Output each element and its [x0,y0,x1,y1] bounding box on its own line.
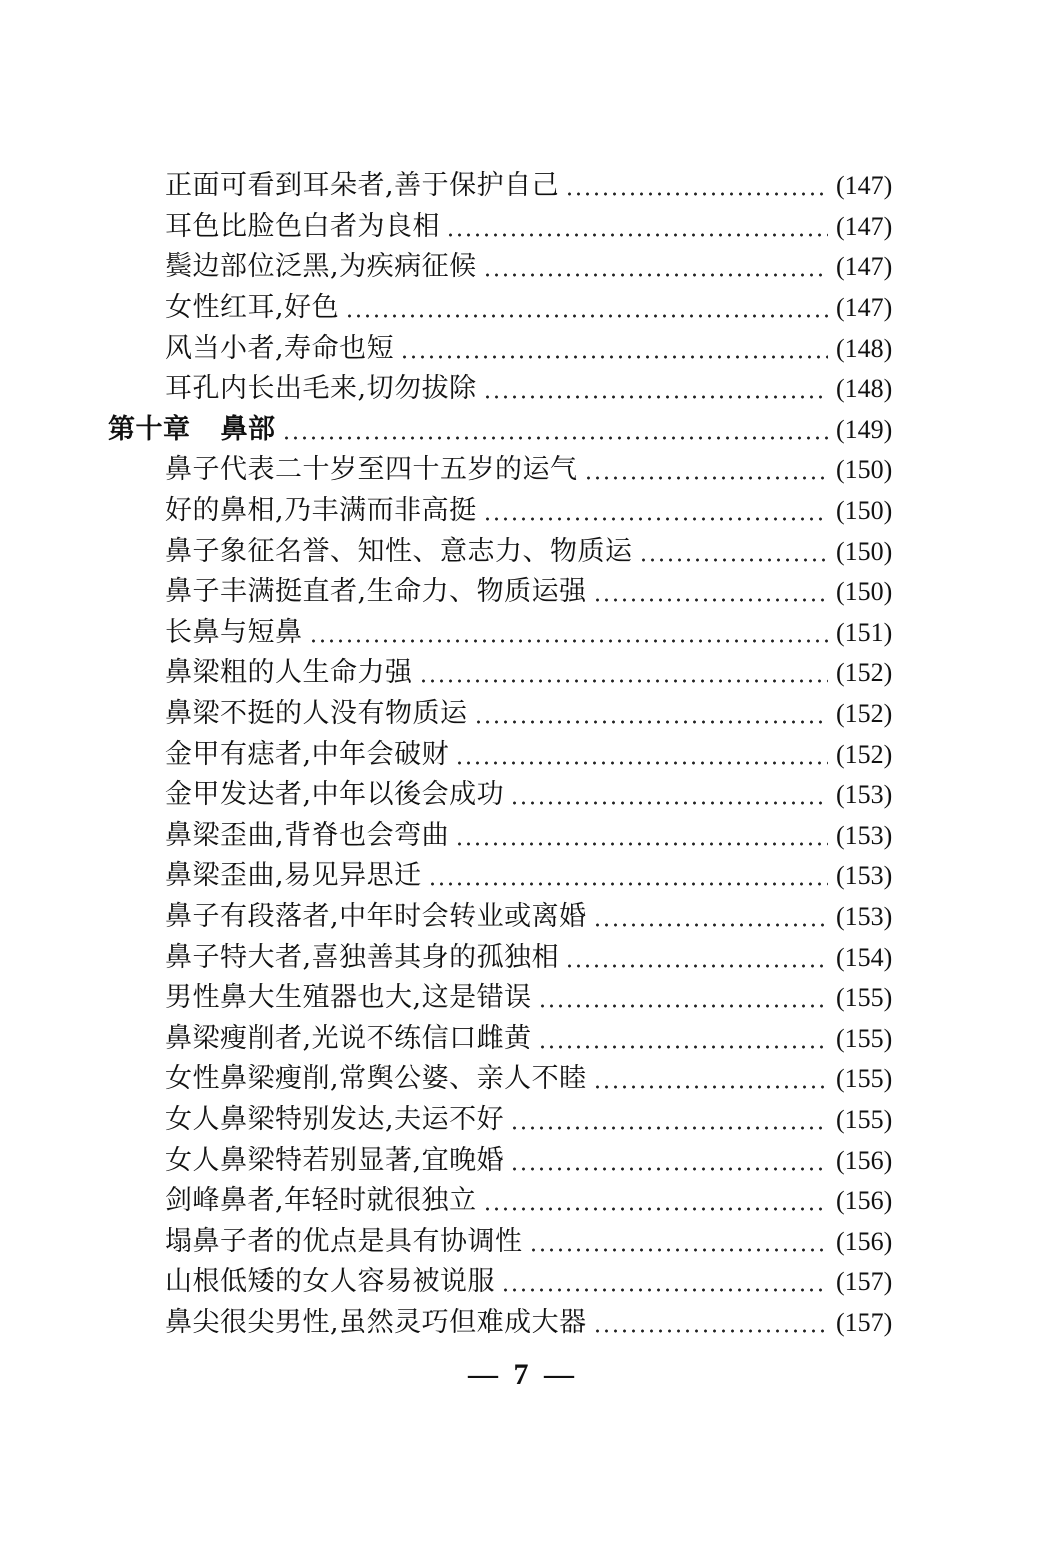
toc-entry-title: 耳孔内长出毛来,切勿拔除 [165,373,477,405]
dot-leader [400,329,828,369]
toc-entry-page: (147) [836,171,893,201]
toc-entry [0,166,1046,207]
toc-entry-page: (153) [836,820,893,850]
toc-entry-title: 鼻梁歪曲,易见异思迁 [165,860,422,892]
dot-leader [419,653,829,693]
toc-entry-title: 鼻子特大者,喜独善其身的孤独相 [165,941,560,973]
toc-entry-title: 鼻梁粗的人生命力强 [165,657,413,689]
toc-entry-page: (156) [836,1145,893,1175]
toc-entry-page: (150) [836,536,893,566]
toc-entry-page: (147) [836,211,893,241]
toc-entry-title: 男性鼻大生殖器也大,这是错误 [165,982,532,1014]
toc-entry-page: (152) [836,699,893,729]
toc-entry-page: (152) [836,739,893,769]
toc-chapter-heading [0,410,1046,451]
toc-entry-page: (154) [836,942,893,972]
toc-entry [0,897,1046,938]
toc-entry-title: 耳色比脸色白者为良相 [165,210,440,242]
dot-leader [565,166,828,206]
toc-entry-title: 鼻尖很尖男性,虽然灵巧但难成大器 [165,1306,587,1338]
toc-entry [0,1140,1046,1181]
toc-entry-title: 鬓边部位泛黑,为疾病征候 [165,251,477,283]
chapter-name: 鼻部 [220,413,276,445]
toc-entry [0,572,1046,613]
toc-entry [0,328,1046,369]
chapter-page: (149) [836,414,893,444]
toc-entry-title: 女性红耳,好色 [165,292,340,324]
dot-leader [538,1019,828,1059]
toc-entry [0,1262,1046,1303]
toc-entry-page: (152) [836,658,893,688]
dot-leader [483,247,828,287]
toc-entry [0,207,1046,248]
toc-entry-title: 风当小者,寿命也短 [165,332,395,364]
toc-entry-page: (156) [836,1226,893,1256]
toc-entry-title: 鼻梁不挺的人没有物质运 [165,698,468,730]
dot-leader [593,572,828,612]
toc-entry [0,734,1046,775]
toc-entry [0,1303,1046,1344]
toc-entry [0,450,1046,491]
toc-entry-page: (150) [836,496,893,526]
toc-entry-page: (156) [836,1186,893,1216]
toc-entry [0,288,1046,329]
dot-leader [510,1141,828,1181]
toc-entry [0,1059,1046,1100]
toc-entry-title: 好的鼻相,乃丰满而非高挺 [165,495,477,527]
table-of-contents [0,166,1046,1343]
toc-entry-page: (153) [836,901,893,931]
dot-leader [446,207,828,247]
toc-entry-title: 鼻子代表二十岁至四十五岁的运气 [165,454,578,486]
chapter-number: 第十章 [108,413,191,445]
toc-entry-title: 鼻子象征名誉、知性、意志力、物质运 [165,535,633,567]
toc-entry-page: (153) [836,861,893,891]
toc-entry-page: (147) [836,293,893,323]
toc-entry [0,1221,1046,1262]
toc-entry-title: 鼻梁瘦削者,光说不练信口雌黄 [165,1022,532,1054]
toc-entry-title: 女性鼻梁瘦削,常舆公婆、亲人不睦 [165,1063,587,1095]
toc-entry-page: (157) [836,1267,893,1297]
toc-entry [0,247,1046,288]
toc-entry [0,937,1046,978]
dot-leader [309,613,829,653]
toc-entry-page: (150) [836,577,893,607]
dot-leader [345,288,828,328]
toc-entry [0,653,1046,694]
toc-entry [0,816,1046,857]
toc-entry-page: (155) [836,1104,893,1134]
toc-entry [0,978,1046,1019]
dot-leader [584,450,829,490]
dot-leader [483,369,828,409]
toc-entry-title: 长鼻与短鼻 [165,616,303,648]
toc-entry [0,1100,1046,1141]
dot-leader [593,1059,828,1099]
toc-entry [0,369,1046,410]
toc-entry [0,531,1046,572]
toc-entry-title: 剑峰鼻者,年轻时就很独立 [165,1185,477,1217]
toc-entry-page: (148) [836,333,893,363]
page-number-footer: — 7 — [468,1358,578,1391]
toc-entry-page: (155) [836,1023,893,1053]
dot-leader [282,410,829,450]
toc-entry [0,775,1046,816]
toc-entry-page: (151) [836,617,893,647]
toc-entry-page: (155) [836,983,893,1013]
dot-leader [455,735,828,775]
toc-entry-page: (148) [836,374,893,404]
dot-leader [510,775,828,815]
toc-entry [0,613,1046,654]
toc-entry-page: (155) [836,1064,893,1094]
toc-entry-page: (147) [836,252,893,282]
dot-leader [593,1303,828,1343]
dot-leader [483,1181,828,1221]
dot-leader [455,816,828,856]
dot-leader [593,897,828,937]
toc-entry-title: 正面可看到耳朵者,善于保护自己 [165,170,560,202]
toc-entry-title: 山根低矮的女人容易被说服 [165,1266,495,1298]
chapter-title [108,410,276,450]
toc-entry-page: (153) [836,780,893,810]
toc-entry-page: (157) [836,1307,893,1337]
toc-entry [0,856,1046,897]
toc-entry [0,491,1046,532]
toc-entry-title: 女人鼻梁特若别显著,宜晚婚 [165,1144,505,1176]
toc-entry [0,1181,1046,1222]
dot-leader [501,1262,828,1302]
dot-leader [639,532,829,572]
toc-entry [0,1018,1046,1059]
dot-leader [474,694,829,734]
toc-entry-title: 鼻子丰满挺直者,生命力、物质运强 [165,576,587,608]
toc-entry-title: 鼻子有段落者,中年时会转业或离婚 [165,900,587,932]
toc-entry-title: 金甲有痣者,中年会破财 [165,738,450,770]
toc-entry-page: (150) [836,455,893,485]
dot-leader [529,1222,829,1262]
dot-leader [510,1100,828,1140]
dot-leader [483,491,828,531]
toc-entry [0,694,1046,735]
dot-leader [538,978,828,1018]
toc-entry-title: 女人鼻梁特别发达,夫运不好 [165,1103,505,1135]
toc-entry-title: 塌鼻子者的优点是具有协调性 [165,1225,523,1257]
dot-leader [428,856,828,896]
toc-entry-title: 金甲发达者,中年以後会成功 [165,779,505,811]
toc-entry-title: 鼻梁歪曲,背脊也会弯曲 [165,819,450,851]
dot-leader [565,938,828,978]
